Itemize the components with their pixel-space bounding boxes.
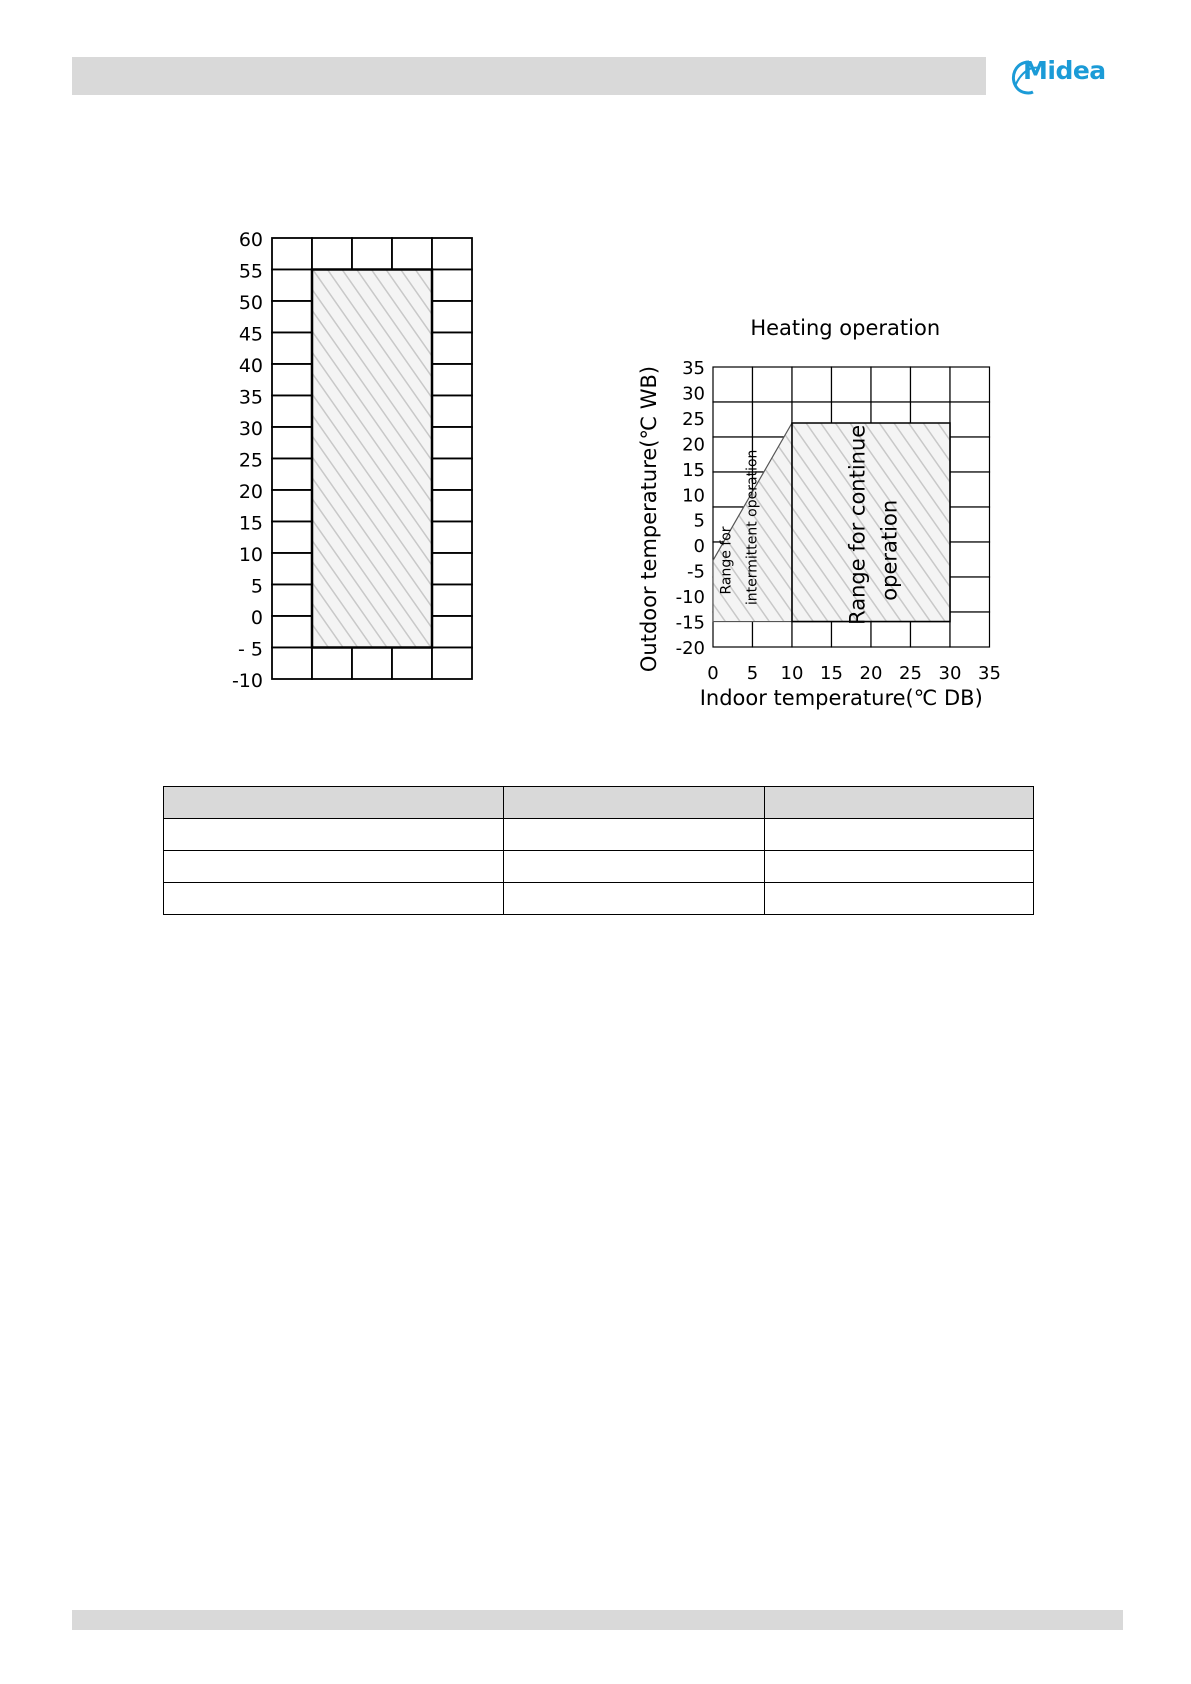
grid-cell (272, 427, 312, 459)
x-tick-label: 5 (746, 663, 759, 684)
grid-cell (432, 585, 472, 617)
grid-cell (272, 522, 312, 554)
grid-cell (272, 459, 312, 491)
table-row (164, 851, 1034, 883)
grid-cell (871, 367, 911, 402)
table-cell (503, 787, 765, 819)
grid-cell (432, 333, 472, 365)
x-tick-label: 15 (820, 663, 843, 684)
grid-cell (432, 648, 472, 680)
y-tick-label: 10 (238, 544, 263, 566)
header-bar (72, 57, 986, 95)
grid-cell (950, 577, 990, 612)
y-tick-label: 30 (238, 418, 263, 440)
grid-cell (432, 238, 472, 270)
grid-cell (272, 553, 312, 585)
spec-table (163, 786, 1034, 915)
grid-cell (272, 585, 312, 617)
table-cell (164, 819, 504, 851)
y-tick-label: 15 (238, 512, 263, 535)
grid-cell (432, 427, 472, 459)
table-row (164, 819, 1034, 851)
table-cell (164, 851, 504, 883)
heating-operation-chart (620, 305, 1040, 755)
grid-cell (713, 402, 753, 437)
grid-cell (272, 270, 312, 302)
grid-cell (272, 333, 312, 365)
grid-cell (950, 542, 990, 577)
grid-cell (272, 238, 312, 270)
grid-cell (432, 301, 472, 333)
y-tick-label: 5 (250, 575, 263, 598)
table-cell (503, 819, 765, 851)
table-row (164, 883, 1034, 915)
x-tick-label: 10 (780, 663, 804, 684)
intermittent-region-label-2: intermittent operation (744, 449, 761, 606)
y-tick-label: 40 (238, 355, 263, 377)
grid-cell (432, 616, 472, 648)
grid-cell (352, 238, 392, 270)
grid-cell (312, 238, 352, 270)
y-tick-label: 25 (238, 449, 263, 472)
intermittent-region-label-1: Range for (718, 526, 735, 595)
table-cell (503, 883, 765, 915)
grid-cell (432, 490, 472, 522)
y-tick-label: -20 (675, 638, 705, 659)
grid-cell (392, 238, 432, 270)
midea-logo (1003, 50, 1113, 100)
grid-cell (432, 553, 472, 585)
continue-region-label-2: operation (877, 499, 902, 601)
y-tick-label: -10 (231, 670, 263, 692)
grid-cell (950, 402, 990, 437)
grid-cell (272, 301, 312, 333)
x-axis-label: Indoor temperature(℃ DB) (699, 686, 983, 710)
grid-cell (950, 472, 990, 507)
grid-cell (950, 612, 990, 647)
y-tick-label: 45 (238, 323, 263, 346)
y-tick-label: 10 (682, 485, 705, 507)
grid-cell (392, 648, 432, 680)
grid-cell (832, 367, 872, 402)
y-tick-label: -5 (687, 561, 705, 583)
grid-cell (950, 437, 990, 472)
grid-cell (272, 616, 312, 648)
grid-cell (272, 364, 312, 396)
y-tick-label: -10 (675, 587, 705, 609)
x-tick-label: 30 (938, 663, 962, 684)
continue-region-label-1: Range for continue (845, 424, 870, 625)
grid-cell (753, 402, 793, 437)
table-cell (765, 819, 1034, 851)
x-tick-label: 25 (899, 663, 922, 684)
grid-cell (432, 459, 472, 491)
y-tick-label: 55 (238, 260, 263, 283)
grid-cell (432, 396, 472, 428)
y-tick-label: -15 (675, 612, 705, 634)
chart-title: Heating operation (750, 316, 941, 340)
y-tick-label: 25 (682, 408, 705, 430)
y-tick-label: 35 (682, 358, 705, 379)
grid-cell (713, 367, 753, 402)
y-tick-label: 5 (693, 510, 705, 532)
continue-operation-region (792, 423, 950, 622)
footer-bar (72, 1610, 1123, 1630)
table-cell (164, 787, 504, 819)
grid-cell (432, 364, 472, 396)
grid-cell (950, 367, 990, 402)
grid-cell (312, 648, 352, 680)
grid-cell (272, 490, 312, 522)
grid-cell (753, 367, 793, 402)
operating-range-region (312, 270, 432, 648)
x-tick-label: 35 (978, 663, 1001, 684)
table-cell (765, 883, 1034, 915)
y-tick-label: - 5 (238, 638, 263, 661)
temperature-range-chart (220, 222, 500, 702)
grid-cell (432, 270, 472, 302)
y-axis-label: Outdoor temperature(℃ WB) (637, 365, 661, 673)
grid-cell (272, 396, 312, 428)
grid-cell (792, 367, 832, 402)
grid-cell (352, 648, 392, 680)
y-tick-label: 0 (693, 536, 705, 558)
x-tick-label: 20 (859, 663, 883, 684)
y-tick-label: 20 (238, 481, 263, 503)
grid-cell (911, 367, 951, 402)
logo-text: Midea (1023, 56, 1106, 85)
table-cell (765, 851, 1034, 883)
y-tick-label: 35 (238, 386, 263, 409)
y-tick-label: 15 (682, 459, 705, 481)
y-tick-label: 0 (250, 607, 263, 629)
grid-cell (950, 507, 990, 542)
y-tick-label: 50 (238, 292, 263, 314)
y-tick-label: 30 (682, 383, 705, 405)
table-header-row (164, 787, 1034, 819)
grid-cell (432, 522, 472, 554)
table-cell (503, 851, 765, 883)
x-tick-label: 0 (707, 663, 719, 684)
grid-cell (272, 648, 312, 680)
table-cell (765, 787, 1034, 819)
y-tick-label: 60 (238, 229, 263, 251)
table-cell (164, 883, 504, 915)
y-tick-label: 20 (682, 434, 705, 456)
